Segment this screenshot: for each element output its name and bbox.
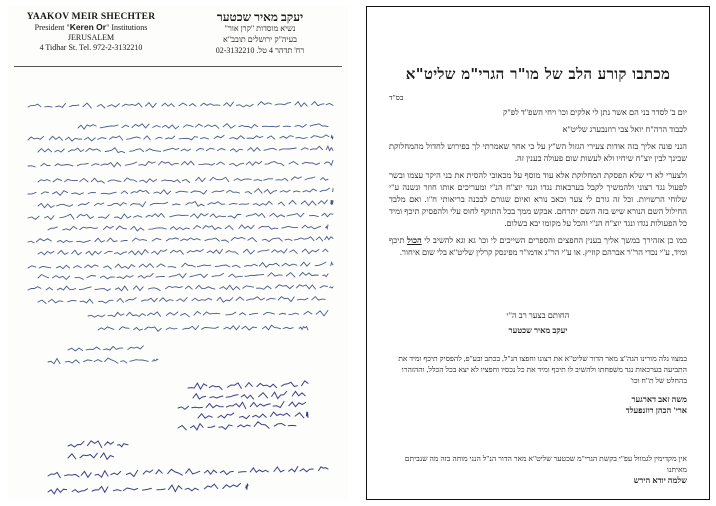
letterhead-hebrew-name: יעקב מאיר שכטער bbox=[216, 10, 304, 24]
letterhead-hebrew-institution: נשיא מוסדות "קרן אור" bbox=[224, 24, 296, 33]
handwriting-line bbox=[28, 285, 333, 291]
closing-line: החותם בצער רב ה"י bbox=[506, 311, 570, 320]
letterhead-english-name: YAAKOV MEIR SHECHTER bbox=[26, 12, 156, 22]
handwriting-line bbox=[68, 346, 148, 351]
letter-date-line: יום ב' לסדר בני הם אשר נתן לי אלקים וכו' ויחי השפ"ד לפ"ק bbox=[502, 108, 687, 117]
letter-paragraph: הנני פונה אליך בזה אודות צעירי הגזול הש"ץ על כי אחר שאמרתי לך בפירוש לחדול מהמחלוקת שבינך לבין יוצ"ח שיחיו ולא לעשות שום פעולה בענין זה. bbox=[389, 142, 687, 163]
handwriting-line bbox=[48, 225, 328, 231]
letter-body bbox=[389, 107, 687, 264]
handwriting-scribbles bbox=[8, 6, 348, 500]
handwriting-line bbox=[78, 124, 328, 130]
endorsement-1-text: במצוו גלה מורינו הגה"צ מאר הדור שליט"א את רצונו וחפצו הנ"ל, בכתב ובע"פ, להפסיק תיכף ומיד את התביעה בערכאות נגד משפחתו ולהשיב לו תיכף ומיד את כל נכסיו וחפציו לא יצא בכל הכלל, וההזהרו בהחלט של ת"ח וכו' bbox=[398, 354, 687, 385]
letter-paragraph: ולצערי לא די שלא הפסקת המחלוקת אלא עוד מוסף על מכאובי להסית את בני היקר עצמו ובשר לפעול נגד רצוני ולהמשיך לקבל בערכאות נגדו וגנד יוצ"ח הנ"י ומעריכים אותו חוזר ונשנה ע"י שלוחי הרשויות. וכל זה גורם לי צער וכאב נורא ואיום שגורם לבכנה בריאותי ח"ו. ואם מלבד החילול השם הנורא שיש בזה השם יתרחם. אבקש ממך בכל התוקף לחוס עלי ולהפסיק תיכף ומיד כל הפעולות נגדו ונגד יוצ"ח הנ"י והכל על מקומו יבא בשלום. bbox=[389, 171, 687, 228]
handwriting-line bbox=[38, 297, 328, 304]
letterhead-hebrew-city: בעיה"ק ירושלים תובב"א bbox=[223, 35, 297, 44]
handwriting-line bbox=[38, 200, 333, 208]
handwriting-line bbox=[178, 402, 308, 410]
handwriting-line bbox=[38, 146, 333, 153]
endorsement-1-signer: משה זאב דארגער bbox=[631, 395, 687, 404]
letterhead-hebrew-address: רח' תדהר 4 טל. 02-3132210 bbox=[215, 46, 305, 55]
handwriting-line bbox=[28, 135, 333, 141]
endorsement-2-text: אין מקדימין לגמוול עפ"י בקשת הגרי"מ שכטער שליט"א מאר הדור הנ"ל הנני מוחה בזה מה שנביתם מאיתנו bbox=[404, 454, 687, 474]
handwriting-line bbox=[48, 483, 248, 493]
printed-letter bbox=[366, 6, 710, 500]
letter-title: מכתבו קורע הלב של מו"ר הגרי"מ שליט"א bbox=[405, 65, 671, 83]
handwriting-line bbox=[38, 249, 328, 255]
handwriting-line bbox=[68, 453, 118, 459]
handwriting-line bbox=[98, 325, 308, 331]
handwriting-line bbox=[28, 102, 333, 109]
letter-addressee: לכבוד הרה"ח יואל צבי רוזנבערג שליט"א bbox=[562, 125, 687, 134]
handwriting-line bbox=[38, 272, 328, 279]
handwritten-letter bbox=[8, 6, 348, 500]
handwriting-signatures bbox=[48, 381, 328, 494]
handwriting-line bbox=[188, 381, 308, 390]
handwriting-line bbox=[198, 412, 308, 419]
handwriting-line bbox=[38, 177, 328, 183]
letter-paragraph: כמו כן אזהירך במשך אליך בענין החפצים והספרים השייכים לי וכו' גא וגא להשיב לי הכול תיכף ומיד, ע"י נכדי הר"ר אברהם קוזיץ. או ע"י הר"ג אדמו"ר מפינסק קרלין שליט"א בלי שום איחור. bbox=[389, 236, 687, 257]
handwriting-line bbox=[28, 213, 333, 219]
handwriting-line bbox=[28, 237, 333, 243]
endorsement-1 bbox=[389, 353, 687, 416]
letterhead-english-city: JERUSALEM bbox=[67, 33, 115, 42]
handwriting-line bbox=[193, 391, 308, 399]
signer-name: יעקב מאיר שכטער bbox=[508, 326, 568, 335]
endorsement-2 bbox=[389, 453, 687, 486]
handwriting-line bbox=[48, 358, 158, 364]
endorsement-1-signer: ארי' הכהן רוזנפעלד bbox=[625, 406, 687, 415]
handwriting-line bbox=[48, 467, 328, 478]
handwriting-line bbox=[178, 422, 298, 430]
letter-closing bbox=[367, 311, 709, 335]
handwriting-line bbox=[68, 441, 128, 448]
handwriting-main-body bbox=[28, 102, 333, 364]
handwriting-line bbox=[28, 262, 333, 269]
letterhead-english-institution: President "Keren Or" Institutions bbox=[34, 22, 148, 32]
handwriting-line bbox=[28, 160, 333, 167]
handwriting-line bbox=[88, 311, 328, 318]
underlined-word: הכול bbox=[407, 236, 422, 245]
bsd-mark: בס"ד bbox=[389, 93, 404, 102]
endorsement-2-signer: שלמה יודא הירש bbox=[633, 476, 687, 485]
letterhead-english-address: 4 Tidhar St. Tel. 972-2-3132210 bbox=[39, 43, 143, 52]
handwriting-line bbox=[28, 188, 333, 195]
